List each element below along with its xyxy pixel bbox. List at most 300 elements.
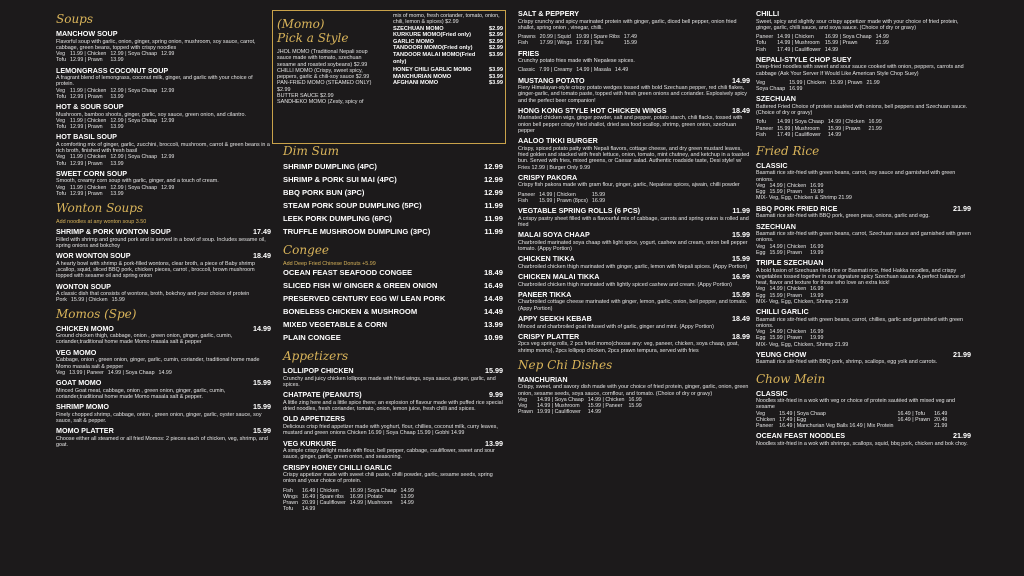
veg-momo-prices bbox=[56, 370, 271, 376]
crispy-honey-chilli-garlic-item bbox=[283, 464, 503, 485]
hong-kong-style-hot-chicken-wings-item bbox=[518, 107, 750, 134]
congee-title: Congee bbox=[283, 243, 330, 257]
price-cell: Veg bbox=[56, 369, 66, 376]
wonton-note: Add noodles at any wonton soup 3.50 bbox=[56, 218, 147, 225]
nep-chi-title: Nep Chi Dishes bbox=[518, 357, 613, 372]
salt-peppery-desc: Crispy crunchy and spicy marinated protein with ginger, garlic, diced bell pepper, onion fried shallot, spring onion , vinegar, chilli. bbox=[518, 18, 737, 31]
crispy-pakora-name: CRISPY PAKORA bbox=[518, 172, 578, 182]
manchurian-momo-row bbox=[393, 74, 503, 81]
yeung-chow-price: 21.99 bbox=[953, 349, 971, 359]
chilli-item bbox=[756, 10, 971, 31]
mustang-potato-desc: Fiery Himalayan-style crispy potato wedges tossed with bold Szechuan pepper, red chili flakes, ginger-garlic, and tomato paste, topped with fresh green onions and coriander. Explosively spicy and the perfect beer companion! bbox=[518, 85, 747, 104]
triple-szechuan-desc: A bold fusion of Szechuan fried rice or Basmati rice, fried Hakka noodles, and crispy vegetables tossed together in our signature spicy Szechuan sauce. A perfect balance of heat, flavor and texture for those who love an extra kick! bbox=[756, 267, 965, 287]
hong-kong-style-hot-chicken-wings-price: 18.49 bbox=[732, 105, 750, 115]
ocean-feast-price: 21.99 bbox=[953, 431, 971, 441]
kurkure-momo-fried-only-name: KURKURE MOMO(Fried only) bbox=[393, 32, 471, 39]
bbq-pork-fried-rice-desc: Basmati rice stir-fried with BBQ pork, green peas, onions, garlic and egg. bbox=[756, 213, 930, 220]
tandoor-malai-momo-fried-only-row bbox=[393, 52, 503, 65]
hot-basil-soup-name: HOT BASIL SOUP bbox=[56, 132, 117, 142]
price-cell: 14.99 bbox=[302, 506, 316, 513]
chicken-momo-desc: Ground chicken thigh, cabbage, onion , green onion, ginger, garlic, cumin, coriander,traditional home made Momo masala salt & pepper bbox=[56, 333, 233, 346]
chow-mein-title: Chow Mein bbox=[756, 371, 826, 386]
sliced-fish-w-ginger-green-onion-item bbox=[283, 281, 503, 291]
price-cell: 15.99 | Mushroom bbox=[777, 125, 820, 132]
classic-name-row bbox=[756, 162, 971, 171]
price-cell: 20.99 | Cauliflower bbox=[302, 500, 346, 507]
momo-platter-name: MOMO PLATTER bbox=[56, 426, 114, 436]
aaloo-tikki-burger-desc: Crispy, spiced potato patty with Nepali flavors, cottage cheese, and dry green mustard leaves, fried golden and stacked with fresh lettuce, onion, tomato, mint chutney, and ketchup in a toasted bun. Served with fries, mixed greens, or Caesar salad. Authentic roadside taste, Desi style! w/ Fries 12.99 | Burger Only 9.99 bbox=[518, 145, 750, 171]
chow-classic-item bbox=[756, 390, 971, 430]
leek-pork-dumpling-6pc-name-row bbox=[283, 214, 503, 224]
chicken-momo-name-row bbox=[56, 325, 271, 334]
bbq-pork-fried-rice-name-row bbox=[756, 205, 971, 214]
goat-momo-price: 15.99 bbox=[253, 378, 271, 388]
momo-platter-price: 15.99 bbox=[253, 426, 271, 436]
price-cell: Tofu bbox=[56, 57, 67, 64]
soups-title: Soups bbox=[56, 12, 94, 26]
momo-style-left bbox=[277, 15, 377, 106]
afghani-momo-name: AFGHANI MOMO bbox=[393, 80, 439, 87]
price-cell: 11.99 | Chicken bbox=[70, 154, 107, 161]
hot-basil-soup-prices bbox=[56, 154, 271, 166]
chilli-garlic-name: CHILLI GARLIC bbox=[756, 307, 809, 317]
wonton-soup-name: WONTON SOUP bbox=[56, 281, 111, 291]
pakora-prices bbox=[518, 192, 750, 204]
truffle-mushroom-dumpling-3pc-item bbox=[283, 227, 503, 237]
hot-sour-soup-item bbox=[56, 103, 271, 130]
malai-soya-chaap-desc: Charbroiled marinated soya chaap with light spice, yogurt, cashew and cream, onion bell pepper tomato. (Appy Portion) bbox=[518, 239, 748, 253]
chow-classic-desc: Noodles stir-fried in a wok with veg or choice of protein sautéed with mixed veg and sesame bbox=[756, 398, 955, 411]
nepali-style-chop-suey-desc: Deep-fried noodles with sweet and sour sauce cooked with onion, peppers, carrots and cabbage (Ask Your Server If Would Like American Style Chop Suey) bbox=[756, 64, 964, 77]
price-cell: Fish bbox=[283, 487, 294, 494]
preserved-century-egg-w-lean-pork-name-row bbox=[283, 294, 503, 304]
price-cell bbox=[898, 423, 931, 429]
nepali-style-chop-suey-name: NEPALI-STYLE CHOP SUEY bbox=[756, 54, 852, 64]
hong-kong-style-hot-chicken-wings-name-row bbox=[518, 107, 750, 116]
plain-congee-price: 10.99 bbox=[483, 333, 503, 343]
ocean-feast-seafood-congee-price: 18.49 bbox=[483, 268, 503, 278]
price-cell: 16.99 bbox=[591, 197, 606, 204]
price-cell: 14.99 | Soya Chaap bbox=[777, 119, 824, 126]
price-cell: 19.99 bbox=[810, 189, 824, 196]
price-cell: 15.99 | Prawn bbox=[827, 125, 861, 132]
price-cell: 16.49 bbox=[934, 410, 948, 417]
truffle-mushroom-dumpling-3pc-name: TRUFFLE MUSHROOM DUMPLING (3PC) bbox=[283, 227, 431, 236]
crispy-honey-chilli-garlic-name-row bbox=[283, 464, 503, 473]
price-cell bbox=[161, 94, 174, 100]
price-cell bbox=[866, 86, 879, 92]
price-cell: 19.99 bbox=[810, 292, 824, 299]
veg-kurkure-name-row bbox=[283, 440, 503, 449]
price-cell: 17.49 | Egg bbox=[779, 416, 807, 423]
momo-style-option: PAN-FRIED MOMO (STEAMED ONLY) $2.99 bbox=[277, 80, 372, 93]
bbq-pork-bun-3pc-price: 12.99 bbox=[483, 188, 503, 197]
tandoor-malai-momo-fried-only-name: TANDOOR MALAI MOMO(Fried only) bbox=[393, 51, 476, 65]
paneer-tikka-name: PANEER TIKKA bbox=[518, 289, 572, 299]
appy-seekh-kebab-name: APPY SEEKH KEBAB bbox=[518, 314, 592, 324]
honey-chili-garlic-momo-name: HONEY CHILI GARLIC MOMO bbox=[393, 67, 472, 74]
price-cell: Veg bbox=[756, 410, 766, 417]
price-cell: 16.49 | Chicken bbox=[302, 487, 339, 494]
price-cell bbox=[628, 409, 641, 415]
price-cell: 14.99 | Mushroom bbox=[537, 403, 580, 410]
price-cell: 16.49 | Manchurian Veg Balls 16.49 | Mix Protein bbox=[779, 423, 894, 430]
boneless-chicken-mushroom-item bbox=[283, 307, 503, 317]
price-cell: Pork bbox=[56, 297, 67, 304]
mixed-vegetable-corn-item bbox=[283, 320, 503, 330]
szechuan-momo-price: $2.99 bbox=[489, 25, 503, 32]
manchow-soup-prices bbox=[56, 51, 271, 63]
truffle-mushroom-dumpling-3pc-price: 11.99 bbox=[484, 227, 503, 236]
plain-congee-name-row bbox=[283, 333, 503, 343]
price-cell: 13.99 bbox=[110, 57, 124, 64]
veg-momo-name-row bbox=[56, 349, 271, 358]
chicken-malai-tikka-item bbox=[518, 273, 750, 288]
crispy-pakora-item bbox=[518, 174, 750, 189]
price-cell: Paneer bbox=[756, 34, 774, 41]
szechuan-momo-row bbox=[393, 26, 503, 33]
price-cell: 15.99 | Prawn bbox=[769, 335, 803, 342]
price-cell: 13.99 bbox=[110, 160, 124, 167]
lollipop-chicken-desc: Crunchy and juicy chicken lollipops made with fried wings, soya sauce, ginger, garlic, and spices. bbox=[283, 375, 496, 389]
price-cell: 11.99 | Chicken bbox=[70, 117, 107, 124]
classic-prices bbox=[756, 183, 971, 195]
wor-wonton-soup-item bbox=[56, 252, 271, 279]
veg-momo-item bbox=[56, 349, 271, 376]
price-cell: 19.99 | Cauliflower bbox=[537, 409, 581, 416]
chicken-tikka-item bbox=[518, 255, 750, 270]
appetizers-title: Appetizers bbox=[283, 349, 349, 364]
price-cell: 12.99 | Prawn bbox=[70, 57, 103, 64]
mustang-potato-name-row bbox=[518, 77, 750, 86]
lemongrass-coconut-soup-desc: A fragrant blend of lemongrass, coconut milk, ginger, and garlic with your choice of protein. bbox=[56, 75, 253, 88]
preserved-century-egg-w-lean-pork-price: 14.49 bbox=[483, 294, 503, 304]
price-cell: 15.99 | Prawn bbox=[769, 189, 803, 196]
price-cell: Egg bbox=[756, 292, 766, 299]
crispy-honey-chilli-garlic-name: CRISPY HONEY CHILLI GARLIC bbox=[283, 462, 392, 472]
veg-kurkure-item bbox=[283, 440, 503, 461]
chow-prices bbox=[756, 411, 971, 430]
price-cell bbox=[401, 506, 414, 512]
triple-szechuan-item bbox=[756, 259, 971, 305]
hot-basil-soup-desc: A comforting mix of ginger, garlic, zucchini, broccoli, mushroom, carrot & green beans in a rich broth, finished with fresh basil bbox=[56, 141, 270, 154]
price-cell: 14.99 | Mushroom bbox=[777, 40, 820, 47]
price-cell: 15.99 bbox=[591, 191, 606, 198]
chicken-momo-price: 14.99 bbox=[253, 323, 271, 333]
ocean-feast-desc: Noodles stir-fried in a wok with shrimps, scallops, squid, bbq pork, chicken and bok choy. bbox=[756, 440, 968, 447]
fries-name-row bbox=[518, 50, 750, 59]
lemongrass-coconut-soup-name-row bbox=[56, 67, 271, 76]
old-appetizers-name-row bbox=[283, 415, 503, 424]
afghani-momo-row bbox=[393, 80, 503, 87]
malai-soya-chaap-name: MALAI SOYA CHAAP bbox=[518, 230, 590, 240]
shrimp-dumpling-4pc-name: SHRIMP DUMPLING (4PC) bbox=[283, 162, 377, 171]
chilli-name-row bbox=[756, 10, 971, 19]
price-cell: 16.49 | Tofu bbox=[897, 410, 925, 417]
honey-chili-garlic-momo-price: $3.99 bbox=[489, 67, 503, 74]
congee-note: Add Deep Fried Chinese Donuts +5.99 bbox=[283, 261, 376, 267]
szechuan-desc: Basmati rice stir-fried with green beans, carrot, Szechuan sauce and garnished with green onions. bbox=[756, 231, 971, 244]
price-cell: 15.49 | Soya Chaap bbox=[779, 410, 826, 417]
price-cell: 14.99 bbox=[824, 46, 839, 53]
goat-momo-name-row bbox=[56, 379, 271, 388]
price-cell: 12.99 bbox=[161, 51, 175, 58]
price-cell bbox=[161, 161, 174, 167]
sandheko-desc: mix of momo, fresh coriander, tomato, onion, chili, lemon & spices) $2.99 bbox=[393, 13, 500, 26]
price-cell: Paneer bbox=[756, 125, 774, 132]
price-cell: Tofu bbox=[756, 119, 767, 126]
momo-title: (Momo) bbox=[277, 17, 325, 31]
price-cell: Egg bbox=[756, 335, 766, 342]
bbq-pork-fried-rice-price: 21.99 bbox=[953, 203, 971, 213]
hong-kong-style-hot-chicken-wings-name: HONG KONG STYLE HOT CHICKEN WINGS bbox=[518, 105, 667, 115]
price-cell: 12.99 | Soya Chaap bbox=[110, 154, 158, 161]
price-cell bbox=[161, 57, 174, 63]
garlic-momo-price: $2.99 bbox=[489, 38, 503, 45]
goat-momo-item bbox=[56, 379, 271, 400]
price-cell: Tofu bbox=[56, 160, 67, 167]
goat-momo-desc: Minced Goat meat, cabbage, onion , green onion, ginger, garlic, cumin, coriander,traditional home made Momo masala salt & pepper. bbox=[56, 387, 226, 400]
price-cell: 14.99 bbox=[158, 369, 172, 376]
bbq-pork-fried-rice-name: BBQ PORK FRIED RICE bbox=[756, 203, 838, 213]
chilli-prices bbox=[756, 34, 971, 53]
bbq-pork-fried-rice-item bbox=[756, 205, 971, 220]
momo-platter-name-row bbox=[56, 427, 271, 436]
old-appetizers-item bbox=[283, 415, 503, 436]
chicken-momo-name: CHICKEN MOMO bbox=[56, 323, 114, 333]
bbq-pork-bun-3pc-item bbox=[283, 188, 503, 198]
shrimp-pork-wonton-soup-name-row bbox=[56, 228, 271, 237]
price-cell: 11.99 | Chicken bbox=[70, 87, 107, 94]
afghani-momo-price: $3.99 bbox=[489, 80, 503, 87]
price-cell: Veg bbox=[56, 154, 66, 161]
price-cell: Wings bbox=[283, 493, 298, 500]
price-cell: 16.99 | Potato bbox=[349, 493, 383, 500]
price-cell: 13.99 bbox=[110, 190, 124, 197]
salt-peppery-item bbox=[518, 10, 750, 31]
goat-momo-name: GOAT MOMO bbox=[56, 378, 102, 388]
lemongrass-coconut-soup-name: LEMONGRASS COCONUT SOUP bbox=[56, 65, 169, 75]
chicken-tikka-desc: Charbroiled chicken thigh marinated with ginger, garlic, lemon with Nepali spices. (Appy Portion) bbox=[518, 263, 748, 270]
wor-wonton-soup-price: 18.49 bbox=[253, 251, 271, 261]
veg-kurkure-desc: A simple crispy delight made with flour, bell pepper, cabbage, cauliflower, sweet and sour sauce, ginger, garlic, green onion, and seasoning. bbox=[283, 448, 495, 461]
shrimp-pork-sui-mai-4pc-name-row bbox=[283, 175, 503, 185]
veg-kurkure-price: 13.99 bbox=[485, 438, 503, 448]
triple-szechuan-name: TRIPLE SZECHUAN bbox=[756, 258, 824, 267]
yeung-chow-desc: Basmati rice stir-fried with BBQ pork, shrimp, scallops, egg yolk and carrots. bbox=[756, 359, 938, 366]
momo-style-option: BUTTER SAUCE $2.99 bbox=[277, 93, 334, 100]
chilli-garlic-prices bbox=[756, 329, 971, 341]
chatpate-peanuts-item bbox=[283, 391, 503, 412]
shrimp-momo-item bbox=[56, 403, 271, 424]
price-cell: 15.99 | Prawn bbox=[829, 79, 863, 86]
price-cell: Paneer bbox=[756, 423, 774, 430]
price-cell: 14.99 bbox=[587, 409, 602, 416]
price-cell: Fish bbox=[756, 46, 767, 53]
price-cell: 13.99 | Paneer bbox=[69, 369, 104, 376]
price-cell: 12.99 bbox=[161, 117, 175, 124]
plain-congee-item bbox=[283, 333, 503, 343]
price-cell: 21.99 bbox=[868, 125, 882, 132]
honey-chili-garlic-momo-row bbox=[393, 67, 503, 74]
price-cell: 16.99 bbox=[810, 329, 824, 336]
price-cell: Soya Chaap bbox=[756, 86, 786, 92]
manchow-soup-name-row bbox=[56, 30, 271, 39]
price-cell: 14.99 | Chicken bbox=[587, 397, 625, 404]
aaloo-tikki-burger-name-row bbox=[518, 137, 750, 146]
shrimp-momo-price: 15.99 bbox=[253, 402, 271, 412]
veg-momo-desc: Cabbage, onion , green onion, ginger, garlic, cumin, coriander, traditional home made Momo masala salt & pepper bbox=[56, 357, 260, 370]
price-cell: 16.99 bbox=[868, 119, 882, 126]
shrimp-momo-name: SHRIMP MOMO bbox=[56, 402, 109, 412]
garlic-momo-name: GARLIC MOMO bbox=[393, 38, 435, 45]
price-cell: 15.99 bbox=[628, 403, 642, 410]
hot-sour-soup-desc: Mushroom, bamboo shoots, ginger, garlic, soy sauce, green onion, and cilantro. bbox=[56, 111, 246, 118]
salt-peppery-name-row bbox=[518, 10, 750, 19]
shrimp-pork-wonton-soup-price: 17.49 bbox=[253, 227, 271, 237]
kurkure-momo-fried-only-price: $2.99 bbox=[489, 32, 503, 39]
price-cell: Classic bbox=[518, 67, 536, 74]
shrimp-dumpling-4pc-name-row bbox=[283, 162, 503, 172]
crispy-platter-price: 18.99 bbox=[732, 331, 750, 341]
price-cell: 14.99 | Chicken bbox=[769, 286, 807, 293]
steam-pork-soup-dumpling-5pc-item bbox=[283, 201, 503, 211]
tandoori-momo-fried-only-name: TANDOORI MOMO(Fried only) bbox=[393, 45, 473, 52]
szechuan-name-row bbox=[756, 95, 971, 104]
malai-soya-chaap-item bbox=[518, 231, 750, 252]
aaloo-tikki-burger-item bbox=[518, 137, 750, 171]
price-cell: Tofu bbox=[56, 124, 67, 130]
yeung-chow-name-row bbox=[756, 351, 971, 360]
hot-sour-soup-prices bbox=[56, 118, 271, 130]
ocean-feast-seafood-congee-item bbox=[283, 268, 503, 278]
kurkure-momo-fried-only-row bbox=[393, 32, 503, 39]
price-cell: 12.99 | Prawn bbox=[70, 93, 103, 100]
price-cell: Veg bbox=[756, 329, 766, 336]
price-cell: 17.49 | Cauliflower bbox=[777, 131, 821, 138]
price-cell: 12.99 | Soya Chaap bbox=[110, 87, 158, 94]
szechuan-item bbox=[756, 95, 971, 116]
crispy-platter-name-row bbox=[518, 333, 750, 342]
steam-pork-soup-dumpling-5pc-price: 11.99 bbox=[484, 201, 503, 210]
salt-peppery-name: SALT & PEPPERY bbox=[518, 9, 580, 18]
chilli-garlic-mix: MIX- Veg, Egg, Chicken, Shrimp 21.99 bbox=[756, 341, 849, 348]
malai-soya-chaap-name-row bbox=[518, 231, 750, 240]
price-cell: 14.99 | Chicken bbox=[539, 191, 576, 198]
price-cell: 15.99 | Prawn bbox=[769, 292, 803, 299]
price-cell: 14.49 bbox=[614, 67, 629, 74]
price-cell: Fish bbox=[756, 131, 767, 138]
triple-szechuan-prices bbox=[756, 286, 971, 298]
szechuan-name-row bbox=[756, 223, 971, 232]
price-cell: 16.49 | Spare ribs bbox=[302, 493, 344, 500]
price-cell: Egg bbox=[756, 189, 766, 196]
mustang-potato-item bbox=[518, 77, 750, 104]
preserved-century-egg-w-lean-pork-name: PRESERVED CENTURY EGG W/ LEAN PORK bbox=[283, 294, 446, 304]
momos-title: Momos (Spe) bbox=[56, 306, 137, 321]
price-cell: 14.99 | Soya Chaap bbox=[107, 369, 155, 376]
price-cell: 14.99 bbox=[875, 34, 889, 41]
fries-name: FRIES bbox=[518, 48, 540, 58]
fries-item bbox=[518, 50, 750, 65]
mixed-vegetable-corn-name-row bbox=[283, 320, 503, 330]
chicken-tikka-price: 15.99 bbox=[732, 254, 750, 264]
price-cell: 14.99 | Chicken bbox=[769, 183, 807, 189]
bbq-pork-bun-3pc-name-row bbox=[283, 188, 503, 198]
price-cell: Veg bbox=[56, 117, 66, 124]
chicken-malai-tikka-name-row bbox=[518, 273, 750, 282]
appy-seekh-kebab-item bbox=[518, 315, 750, 330]
hot-basil-soup-name-row bbox=[56, 133, 271, 142]
fries-desc: Crunchy potato fries made with Nepalese spices. bbox=[518, 58, 635, 64]
wonton-soups-title: Wonton Soups bbox=[56, 200, 144, 215]
price-cell: 15.99 | Prawn bbox=[769, 249, 803, 256]
boneless-chicken-mushroom-name-row bbox=[283, 307, 503, 317]
crispy-pakora-name-row bbox=[518, 174, 750, 183]
price-cell: Prawn bbox=[283, 500, 299, 507]
mustang-potato-price: 14.99 bbox=[732, 75, 750, 85]
paneer-tikka-desc: Charbroiled cottage cheese marinated with ginger, lemon, garlic, onion, bell pepper, and tomato. (Appy Portion) bbox=[518, 299, 748, 312]
price-cell bbox=[161, 124, 174, 130]
price-cell: 16.99 bbox=[810, 183, 824, 189]
aaloo-tikki-burger-name: AALOO TIKKI BURGER bbox=[518, 136, 598, 146]
shrimp-pork-sui-mai-4pc-item bbox=[283, 175, 503, 185]
price-cell: 7.99 | Creamy bbox=[539, 67, 573, 74]
lollipop-chicken-name: LOLLIPOP CHICKEN bbox=[283, 366, 354, 376]
crispy-platter-name: CRISPY PLATTER bbox=[518, 331, 580, 341]
price-cell: 12.99 | Prawn bbox=[70, 124, 103, 130]
manchow-soup-desc: Flavorful soup with garlic, onion, ginger, spring onion, mushroom, soy sauce, carrot, cabbage, green beans, topped with crispy noodles bbox=[56, 38, 256, 51]
sliced-fish-w-ginger-green-onion-name: SLICED FISH W/ GINGER & GREEN ONION bbox=[283, 281, 438, 291]
mixed-vegetable-corn-name: MIXED VEGETABLE & CORN bbox=[283, 320, 388, 330]
price-cell: 15.99 bbox=[111, 297, 125, 304]
lollipop-chicken-item bbox=[283, 367, 503, 388]
price-cell: 16.99 bbox=[789, 86, 803, 92]
szechuan-desc: Battered Fried Choice of protein sautéed with onions, bell peppers and Szechuan sauce. (Choice of dry or gravy) bbox=[756, 103, 968, 116]
manchurian-prices bbox=[518, 397, 750, 416]
price-cell: 12.99 bbox=[161, 87, 175, 94]
plain-congee-name: PLAIN CONGEE bbox=[283, 333, 341, 343]
tandoori-momo-fried-only-row bbox=[393, 45, 503, 52]
sweet-corn-soup-name: SWEET CORN SOUP bbox=[56, 168, 128, 178]
crispy-honey-prices bbox=[283, 488, 503, 513]
price-cell: Veg bbox=[756, 79, 766, 86]
wonton-soup-prices bbox=[56, 297, 271, 303]
bbq-pork-bun-3pc-name: BBQ PORK BUN (3PC) bbox=[283, 188, 365, 197]
sweet-corn-soup-prices bbox=[56, 185, 271, 197]
manchurian-momo-price: $3.99 bbox=[489, 73, 503, 80]
chilli-garlic-name-row bbox=[756, 308, 971, 317]
shrimp-pork-sui-mai-4pc-name: SHRIMP & PORK SUI MAI (4PC) bbox=[283, 175, 397, 184]
mustang-potato-name: MUSTANG POTATO bbox=[518, 75, 585, 85]
price-cell: 15.99 | Chicken bbox=[789, 79, 826, 86]
price-cell: 17.49 bbox=[623, 34, 638, 41]
crispy-platter-item bbox=[518, 333, 750, 354]
nepali-style-chop-suey-item bbox=[756, 56, 971, 77]
triple-szechuan-mix: MIX- Veg, Egg, Chicken, Shrimp 21.99 bbox=[756, 298, 849, 305]
price-cell: 16.99 bbox=[810, 243, 824, 250]
price-cell: 15.99 | Chicken bbox=[70, 297, 108, 304]
price-cell: 14.99 | Masala bbox=[576, 67, 611, 74]
column-4 bbox=[756, 10, 971, 450]
chow-classic-name: CLASSIC bbox=[756, 388, 788, 398]
garlic-momo-row bbox=[393, 39, 503, 46]
lollipop-chicken-price: 15.99 bbox=[485, 366, 503, 376]
price-cell: 21.99 bbox=[934, 423, 948, 430]
price-cell: 20.99 | Squid bbox=[539, 34, 571, 41]
price-cell: 12.99 | Soya Chaap bbox=[110, 51, 158, 58]
chilli-desc: Sweet, spicy and slightly sour crispy appetizer made with your choice of fried protein, ginger, garlic, chilli sauce, and soya sauce. (Choice of dry or gravy) bbox=[756, 18, 959, 31]
